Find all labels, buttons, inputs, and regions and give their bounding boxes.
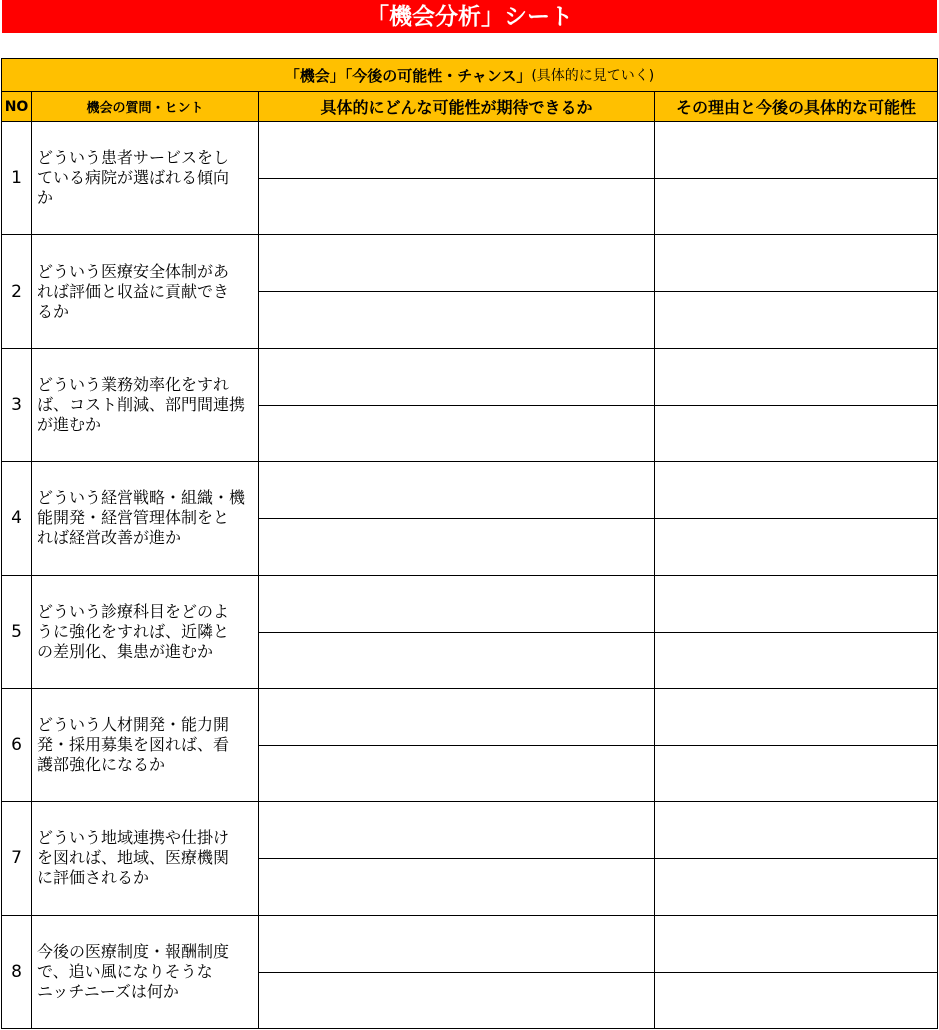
expected-possibility-cell [259, 349, 655, 462]
question-hint-line: うに強化をすれば、近隣と [37, 621, 230, 641]
reason-future-entry[interactable] [655, 235, 937, 292]
expected-possibility-entry[interactable] [259, 462, 654, 519]
table-row [2, 689, 938, 802]
row-number: 4 [2, 462, 32, 575]
question-hint-cell [32, 576, 259, 689]
reason-future-cell [655, 576, 938, 689]
expected-possibility-entry[interactable] [259, 859, 654, 914]
question-hint-line: どういう地域連携や仕掛け [37, 828, 230, 848]
reason-future-cell [655, 689, 938, 802]
reason-future-entry[interactable] [655, 633, 937, 688]
reason-future-entry[interactable] [655, 349, 937, 406]
expected-possibility-entry[interactable] [259, 802, 654, 859]
table-row [2, 802, 938, 915]
reason-future-entry[interactable] [655, 746, 937, 801]
reason-future-entry[interactable] [655, 462, 937, 519]
section-title-main: 「機会」「今後の可能性・チャンス」 [284, 66, 532, 85]
reason-future-cell [655, 122, 938, 235]
row-number: 7 [2, 802, 32, 915]
question-hint-cell [32, 235, 259, 348]
question-hint-line: の差別化、集患が進むか [37, 641, 214, 661]
question-hint-line: どういう診療科目をどのよ [37, 601, 230, 621]
question-hint-cell [32, 462, 259, 575]
table-section-title [2, 59, 938, 92]
question-hint-line: れば評価と収益に貢献でき [37, 281, 230, 301]
expected-possibility-entry[interactable] [259, 973, 654, 1028]
question-hint-line: ニッチニーズは何か [37, 981, 179, 1001]
question-hint-line: 能開発・経営管理体制をと [37, 508, 230, 528]
reason-future-entry[interactable] [655, 689, 937, 746]
row-number: 5 [2, 576, 32, 689]
expected-possibility-entry[interactable] [259, 519, 654, 574]
expected-possibility-entry[interactable] [259, 633, 654, 688]
expected-possibility-cell [259, 235, 655, 348]
reason-future-entry[interactable] [655, 179, 937, 234]
reason-future-cell [655, 235, 938, 348]
table-row [2, 235, 938, 348]
column-header-row [2, 92, 938, 122]
expected-possibility-entry[interactable] [259, 746, 654, 801]
question-hint-line: を図れば、地域、医療機関 [37, 848, 230, 868]
expected-possibility-cell [259, 916, 655, 1029]
table-row [2, 462, 938, 575]
reason-future-entry[interactable] [655, 859, 937, 914]
table-body [2, 122, 938, 1029]
reason-future-entry[interactable] [655, 292, 937, 347]
question-hint-line: 護部強化になるか [37, 755, 166, 775]
expected-possibility-entry[interactable] [259, 292, 654, 347]
expected-possibility-cell [259, 576, 655, 689]
row-number: 8 [2, 916, 32, 1029]
reason-future-cell [655, 802, 938, 915]
opportunity-analysis-table [1, 58, 938, 1029]
question-hint-line: 今後の医療制度・報酬制度 [37, 941, 230, 961]
question-hint-line: れば経営改善が進か [37, 528, 182, 548]
expected-possibility-cell [259, 802, 655, 915]
reason-future-entry[interactable] [655, 122, 937, 179]
question-hint-line: どういう医療安全体制があ [37, 261, 230, 281]
table-row [2, 122, 938, 235]
col-header-no: NO [2, 92, 32, 122]
row-number: 2 [2, 235, 32, 348]
question-hint-line: 発・採用募集を図れば、看 [37, 735, 230, 755]
question-hint-cell [32, 122, 259, 235]
table-row [2, 916, 938, 1029]
reason-future-entry[interactable] [655, 916, 937, 973]
question-hint-line: が進むか [37, 414, 102, 434]
sheet-title: 「機会分析」シート [366, 4, 573, 30]
expected-possibility-cell [259, 462, 655, 575]
row-number: 3 [2, 349, 32, 462]
question-hint-cell [32, 802, 259, 915]
expected-possibility-cell [259, 689, 655, 802]
reason-future-entry[interactable] [655, 519, 937, 574]
question-hint-line: に評価されるか [37, 868, 150, 888]
question-hint-line: どういう患者サービスをし [37, 148, 230, 168]
reason-future-entry[interactable] [655, 802, 937, 859]
question-hint-cell [32, 349, 259, 462]
question-hint-line: ば、コスト削減、部門間連携 [37, 394, 246, 414]
question-hint-line: か [37, 188, 54, 208]
expected-possibility-entry[interactable] [259, 179, 654, 234]
reason-future-entry[interactable] [655, 973, 937, 1028]
question-hint-line: どういう経営戦略・組織・機 [37, 488, 246, 508]
expected-possibility-cell [259, 122, 655, 235]
expected-possibility-entry[interactable] [259, 122, 654, 179]
question-hint-line: るか [37, 301, 70, 321]
reason-future-entry[interactable] [655, 406, 937, 461]
question-hint-cell [32, 916, 259, 1029]
expected-possibility-entry[interactable] [259, 406, 654, 461]
row-number: 1 [2, 122, 32, 235]
table-row [2, 576, 938, 689]
expected-possibility-entry[interactable] [259, 916, 654, 973]
reason-future-cell [655, 462, 938, 575]
question-hint-line: どういう人材開発・能力開 [37, 715, 230, 735]
reason-future-cell [655, 349, 938, 462]
col-header-reason-future: その理由と今後の具体的な可能性 [655, 92, 938, 122]
expected-possibility-entry[interactable] [259, 235, 654, 292]
question-hint-line: ている病院が選ばれる傾向 [37, 168, 230, 188]
col-header-expected-possibility: 具体的にどんな可能性が期待できるか [259, 92, 655, 122]
section-title-sub: (具体的に見ていく) [531, 68, 655, 84]
col-header-question-hint: 機会の質問・ヒント [32, 92, 259, 122]
reason-future-entry[interactable] [655, 576, 937, 633]
expected-possibility-entry[interactable] [259, 689, 654, 746]
reason-future-cell [655, 916, 938, 1029]
row-number: 6 [2, 689, 32, 802]
expected-possibility-entry[interactable] [259, 576, 654, 633]
expected-possibility-entry[interactable] [259, 349, 654, 406]
table-row [2, 349, 938, 462]
question-hint-line: で、追い風になりそうな [37, 961, 213, 981]
sheet-title-banner [2, 0, 937, 33]
question-hint-line: どういう業務効率化をすれ [37, 374, 230, 394]
question-hint-cell [32, 689, 259, 802]
